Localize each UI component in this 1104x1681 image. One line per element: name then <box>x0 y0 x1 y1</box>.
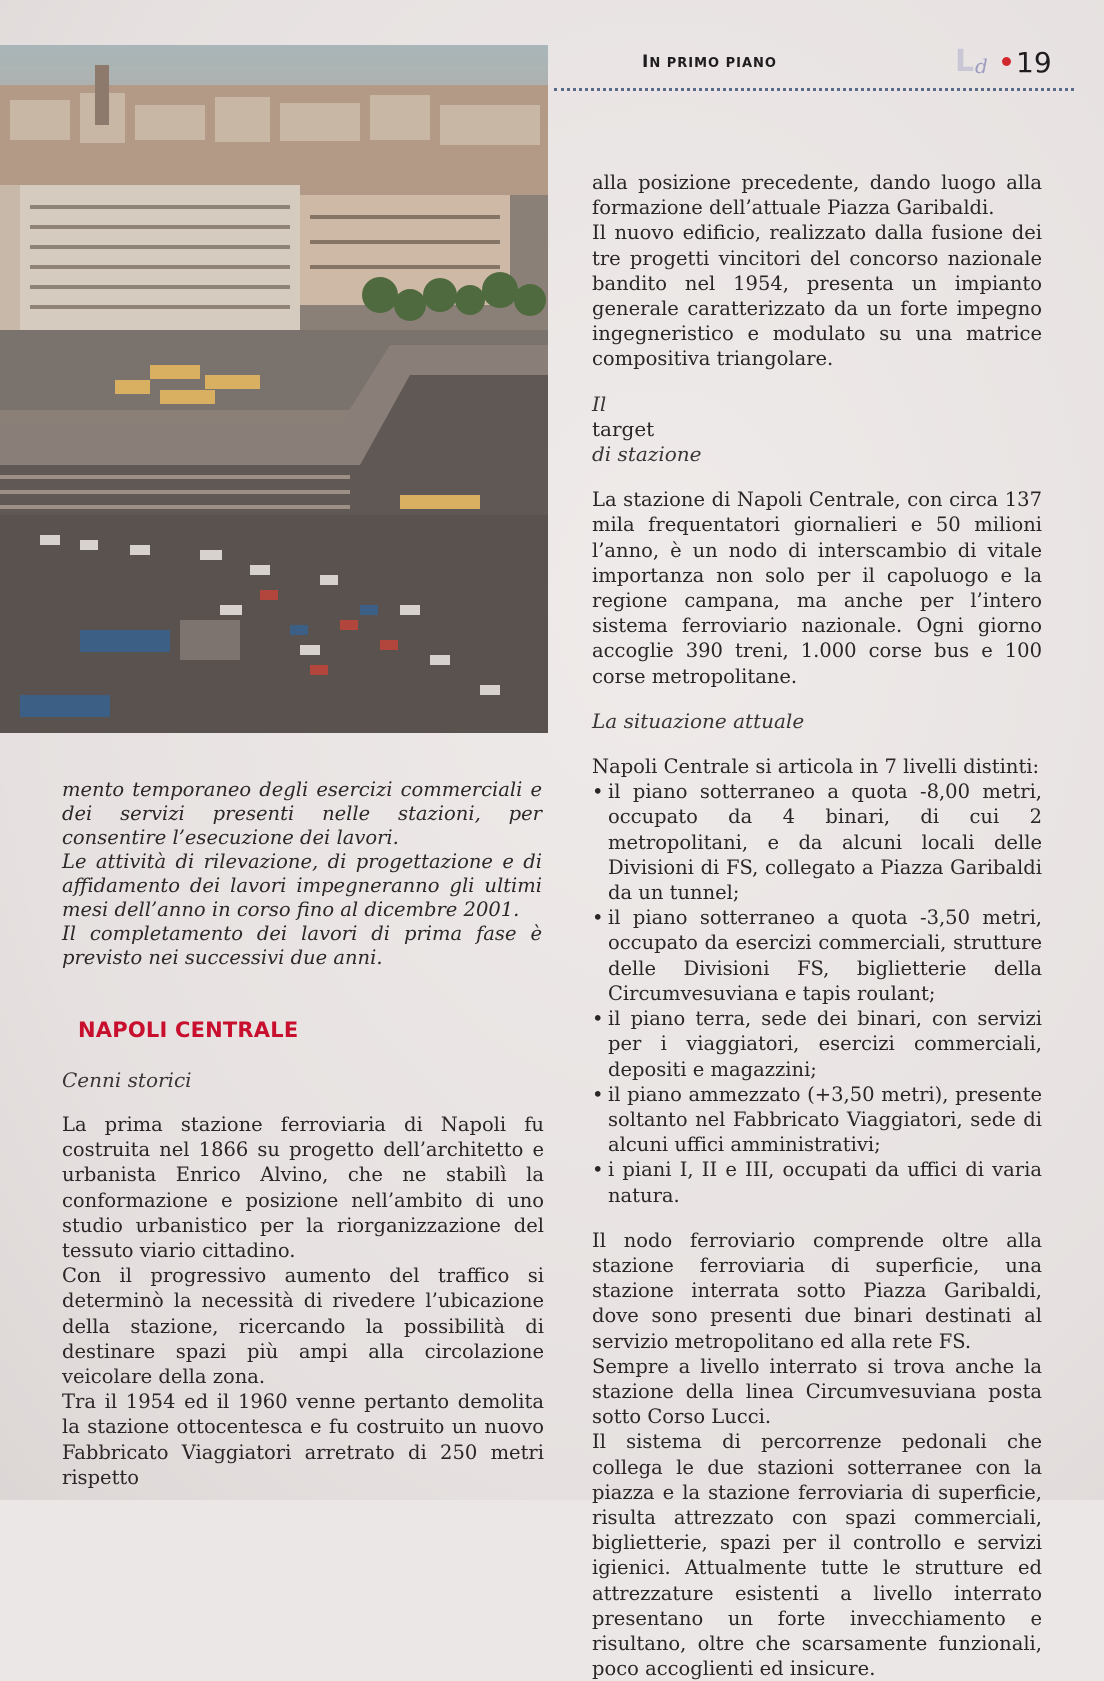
section-label: IN PRIMO PIANO <box>642 52 777 72</box>
subheading-situazione: La situazione attuale <box>592 708 805 733</box>
caption-paragraph: mento temporaneo degli esercizi commerciali e dei servizi presenti nelle stazioni, per consentire l’esecuzione dei lavori. <box>62 778 542 849</box>
caption-paragraph: Il completamento dei lavori di prima fase è previsto nei successivi due anni. <box>62 922 542 969</box>
body-paragraph: La stazione di Napoli Centrale, con circa 137 mila frequentatori giornalieri e 50 milioni l’anno, è un nodo di interscambio di vitale importanza non solo per il capoluogo e la regione campana, ma anche per l’intero sistema ferroviario nazionale. Ogni giorno accoglie 390 treni, 1.000 corse bus e 100 corse metropolitane. <box>592 488 1042 688</box>
right-column-body <box>592 170 1042 1681</box>
body-paragraph: Il nuovo edificio, realizzato dalla fusione dei tre progetti vincitori del concorso nazionale bandito nel 1954, presenta un impianto generale caratterizzato da un forte impegno ingegneristico e modulato su una matrice compositiva triangolare. <box>592 221 1042 371</box>
body-paragraph: alla posizione precedente, dando luogo alla formazione dell’attuale Piazza Garibaldi. <box>592 171 1042 220</box>
magazine-logo <box>955 44 997 79</box>
subheading-part: Il <box>592 391 607 416</box>
page-header <box>580 44 1075 88</box>
header-dotted-rule <box>554 88 1074 91</box>
body-paragraph: Il nodo ferroviario comprende oltre alla stazione ferroviaria di superficie, una stazione interrata sotto Piazza Garibaldi, dove sono presenti due binari destinati al servizio metropolitano ed alla rete FS. <box>592 1228 1042 1353</box>
body-paragraph: Sempre a livello interrato si trova anche la stazione della linea Circumvesuviana posta sotto Corso Lucci. <box>592 1354 1042 1429</box>
logo-letter-l: L <box>955 44 975 79</box>
subheading-part: di stazione <box>592 442 702 467</box>
photo-caption <box>62 778 542 970</box>
list-item: • il piano sotterraneo a quota -8,00 metri, occupato da 4 binari, di cui 2 metropolitani, e da alcuni locali delle Divisioni di FS, collegato a Piazza Garibaldi da un tunnel; <box>592 779 1042 905</box>
left-column-body <box>62 1112 544 1490</box>
list-item: • il piano terra, sede dei binari, con servizi per i viaggiatori, esercizi commerciali, depositi e magazzini; <box>592 1006 1042 1082</box>
logo-letter-d: d <box>975 54 988 78</box>
body-paragraph: Con il progressivo aumento del traffico si determinò la necessità di rivedere l’ubicazione della stazione, ricercando la possibilità di destinare spazi più ampi alla circolazione veicolare della zona. <box>62 1264 544 1389</box>
section-heading: NAPOLI CENTRALE <box>78 1018 299 1042</box>
red-dot-icon <box>1002 57 1011 66</box>
body-paragraph: Tra il 1954 ed il 1960 venne pertanto demolita la stazione ottocentesca e fu costruito un nuovo Fabbricato Viaggiatori arretrato di 250 metri rispetto <box>62 1390 544 1489</box>
aerial-photo <box>0 45 548 733</box>
body-paragraph: Il sistema di percorrenze pedonali che collega le due stazioni sotterranee con la piazza e la stazione ferroviaria di superficie, risulta attrezzato con spazi commerciali, biglietterie, spazi per il controllo e servizi igienici. Attualmente tutte le strutture ed attrezzature esistenti a livello interrato presentano un forte invecchiamento e risultano, oltre che scarsamente funzionali, poco accoglienti ed insicure. <box>592 1430 1042 1681</box>
list-item: • il piano ammezzato (+3,50 metri), presente soltanto nel Fabbricato Viaggiatori, sede di alcuni uffici amministrativi; <box>592 1082 1042 1158</box>
subheading-part: target <box>592 416 655 441</box>
aerial-photo-drawing <box>0 45 548 733</box>
body-paragraph: La prima stazione ferroviaria di Napoli fu costruita nel 1866 su progetto dell’architetto e urbanista Enrico Alvino, che ne stabilì la conformazione e posizione nell’ambito di uno studio urbanistico per la riorganizzazione del tessuto viario cittadino. <box>62 1113 544 1263</box>
caption-paragraph: Le attività di rilevazione, di progettazione e di affidamento dei lavori impegneranno gli ultimi mesi dell’anno in corso fino al dicembre 2001. <box>62 850 542 921</box>
list-item: • il piano sotterraneo a quota -3,50 metri, occupato da esercizi commerciali, strutture delle Divisioni FS, biglietterie della Circumvesuviana e tapis roulant; <box>592 905 1042 1006</box>
list-item: • i piani I, II e III, occupati da uffici di varia natura. <box>592 1157 1042 1207</box>
body-paragraph: Napoli Centrale si articola in 7 livelli distinti: <box>592 755 1040 779</box>
levels-list <box>592 779 1042 1207</box>
subheading-cenni-storici: Cenni storici <box>62 1068 192 1092</box>
page-number: 19 <box>1016 46 1052 79</box>
subheading-target <box>592 392 1042 468</box>
